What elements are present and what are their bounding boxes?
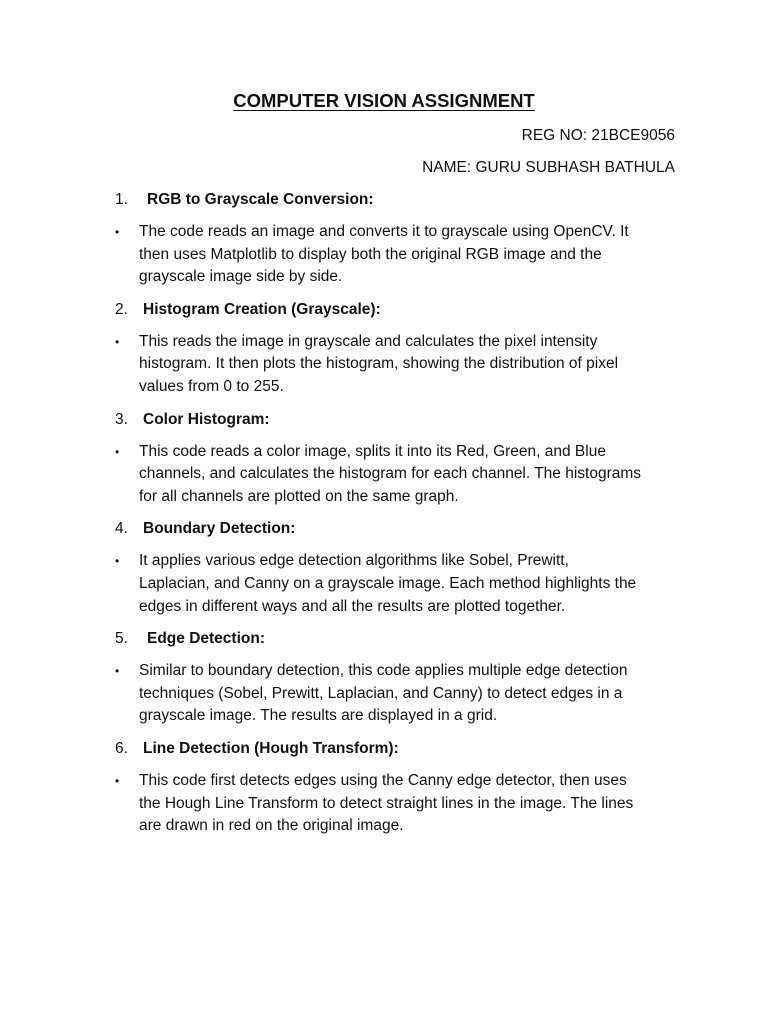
section-number: 4.: [115, 520, 128, 538]
reg-number: REG NO: 21BCE9056: [521, 127, 675, 144]
bullet-line: grayscale image side by side.: [139, 268, 343, 286]
bullet-line: The code reads an image and converts it to grayscale using OpenCV. It: [139, 223, 629, 240]
section-heading: [115, 518, 675, 540]
bullet-line: This reads the image in grayscale and calculates the pixel intensity: [139, 332, 598, 350]
bullet-text: [139, 770, 675, 838]
sections-list: [115, 189, 675, 848]
bullet-icon: •: [115, 554, 120, 569]
section-title: RGB to Grayscale Conversion:: [147, 191, 374, 208]
bullet-line: It applies various edge detection algorithms like Sobel, Prewitt,: [139, 552, 569, 570]
section-title: Edge Detection:: [147, 630, 265, 648]
section-title: Boundary Detection:: [143, 520, 296, 538]
section-title: Histogram Creation (Grayscale):: [143, 300, 381, 318]
section-number: 6.: [115, 739, 128, 757]
bullet-line: This code reads a color image, splits it into its Red, Green, and Blue: [139, 442, 606, 460]
bullet-item: [115, 770, 675, 838]
bullet-line: Laplacian, and Canny on a grayscale image. Each method highlights the: [139, 574, 637, 592]
bullet-line: grayscale image. The results are displayed in a grid.: [139, 707, 498, 725]
bullet-line: the Hough Line Transform to detect straight lines in the image. The lines: [139, 794, 634, 812]
section-number: 3.: [115, 410, 128, 428]
section-heading: [115, 299, 675, 321]
bullet-line: This code first detects edges using the Canny edge detector, then uses: [139, 771, 627, 789]
document-title: COMPUTER VISION ASSIGNMENT: [233, 90, 535, 111]
bullet-item: [115, 221, 675, 289]
bullet-line: are drawn in red on the original image.: [139, 817, 404, 835]
bullet-line: then uses Matplotlib to display both the original RGB image and the: [139, 245, 602, 263]
bullet-text: [139, 660, 675, 728]
bullet-line: histogram. It then plots the histogram, showing the distribution of pixel: [139, 355, 619, 373]
bullet-icon: •: [115, 334, 120, 349]
bullet-icon: •: [115, 225, 120, 239]
bullet-line: techniques (Sobel, Prewitt, Laplacian, and Canny) to detect edges in a: [139, 684, 623, 702]
bullet-line: for all channels are plotted on the same graph.: [139, 487, 459, 505]
bullet-text: [139, 331, 675, 399]
bullet-icon: •: [115, 773, 120, 788]
bullet-item: [115, 550, 675, 618]
bullet-item: [115, 660, 675, 728]
section-heading: [115, 628, 675, 650]
section-title: Line Detection (Hough Transform):: [143, 739, 399, 757]
bullet-text: [139, 550, 675, 618]
student-name: NAME: GURU SUBHASH BATHULA: [422, 159, 675, 176]
bullet-line: values from 0 to 255.: [139, 377, 284, 395]
bullet-line: edges in different ways and all the results are plotted together.: [139, 597, 566, 615]
section-heading: [115, 409, 675, 431]
section-number: 1.: [115, 191, 128, 208]
section-number: 5.: [115, 630, 128, 648]
section-number: 2.: [115, 300, 128, 318]
section-title: Color Histogram:: [143, 410, 270, 428]
bullet-icon: •: [115, 444, 120, 459]
bullet-item: [115, 331, 675, 399]
bullet-icon: •: [115, 664, 120, 679]
section-heading: [115, 738, 675, 760]
bullet-item: [115, 441, 675, 509]
bullet-line: Similar to boundary detection, this code applies multiple edge detection: [139, 662, 628, 680]
bullet-line: channels, and calculates the histogram for each channel. The histograms: [139, 465, 642, 483]
bullet-text: [139, 221, 675, 289]
bullet-text: [139, 441, 675, 509]
section-heading: [115, 189, 675, 211]
